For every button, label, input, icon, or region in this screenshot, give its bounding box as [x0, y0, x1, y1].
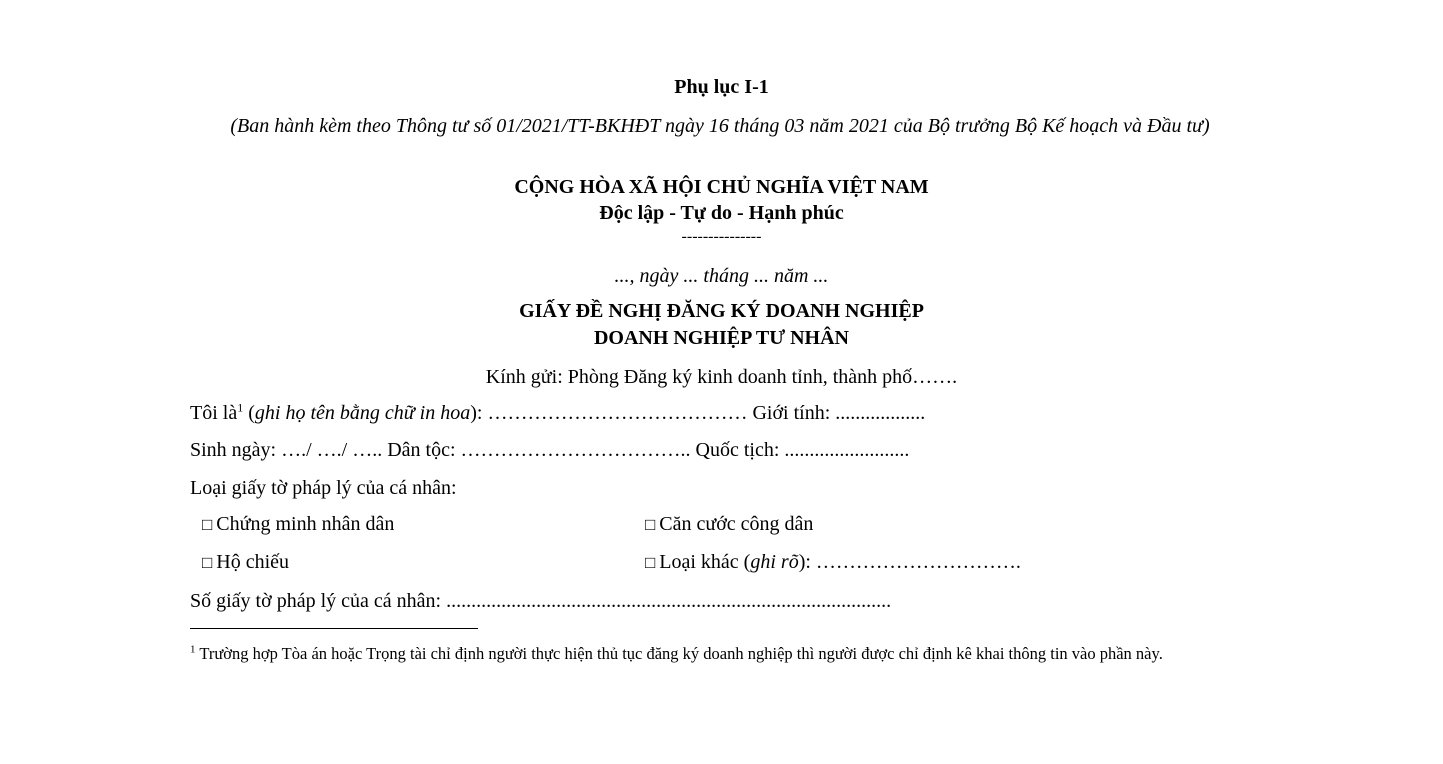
- name-hint-open: (: [243, 402, 255, 424]
- name-prefix: Tôi là: [190, 402, 238, 424]
- option-other[interactable]: [645, 551, 1021, 574]
- checkbox-icon[interactable]: □: [645, 553, 656, 572]
- footnote-marker: 1: [190, 643, 196, 656]
- date-line: ..., ngày ... tháng ... năm ...: [614, 265, 829, 287]
- option-passport[interactable]: [202, 551, 289, 574]
- option-other-suffix: ): ………………………….: [798, 551, 1021, 573]
- option-id-card[interactable]: [202, 513, 394, 536]
- name-row: [190, 402, 925, 425]
- appendix-title: Phụ lục I-1: [674, 76, 769, 98]
- national-motto: Độc lập - Tự do - Hạnh phúc: [599, 202, 844, 224]
- footnote-divider: [190, 628, 478, 629]
- footnote: [190, 643, 1250, 665]
- option-id-card-label: Chứng minh nhân dân: [216, 513, 395, 535]
- form-subtitle: DOANH NGHIỆP TƯ NHÂN: [593, 327, 850, 349]
- option-other-prefix: Loại khác (: [659, 551, 751, 573]
- birth-row: Sinh ngày: …./ …./ ….. Dân tộc: …………………………….. Quốc tịch: .........................: [190, 439, 910, 461]
- checkbox-icon[interactable]: □: [645, 515, 656, 534]
- checkbox-icon[interactable]: □: [202, 553, 213, 572]
- separator-line: ---------------: [681, 228, 762, 245]
- name-hint-close: ): ………………………………… Giới tính: ..................: [470, 402, 926, 424]
- name-hint: ghi họ tên bằng chữ in hoa: [254, 402, 471, 424]
- form-title: GIẤY ĐỀ NGHỊ ĐĂNG KÝ DOANH NGHIỆP: [519, 300, 924, 322]
- footnote-text: Trường hợp Tòa án hoặc Trọng tài chỉ định người thực hiện thủ tục đăng ký doanh nghiệp thì người được chỉ định kê khai thông tin vào phần này.: [195, 644, 1163, 663]
- option-citizen-id-label: Căn cước công dân: [659, 513, 814, 535]
- recipient-line: Kính gửi: Phòng Đăng ký kinh doanh tỉnh, thành phố…….: [485, 366, 958, 388]
- option-other-hint: ghi rõ: [750, 551, 799, 573]
- doc-number-row: Số giấy tờ pháp lý của cá nhân: .........................................................................................: [190, 590, 892, 612]
- option-passport-label: Hộ chiếu: [216, 551, 290, 573]
- country-name: CỘNG HÒA XÃ HỘI CHỦ NGHĨA VIỆT NAM: [514, 176, 929, 198]
- doc-type-label: Loại giấy tờ pháp lý của cá nhân:: [190, 477, 457, 499]
- footnote-ref: 1: [237, 400, 244, 415]
- option-citizen-id[interactable]: [645, 513, 813, 536]
- checkbox-icon[interactable]: □: [202, 515, 213, 534]
- issuance-note: (Ban hành kèm theo Thông tư số 01/2021/TT-BKHĐT ngày 16 tháng 03 năm 2021 của Bộ trưởng Bộ Kế hoạch và Đầu tư): [230, 115, 1210, 137]
